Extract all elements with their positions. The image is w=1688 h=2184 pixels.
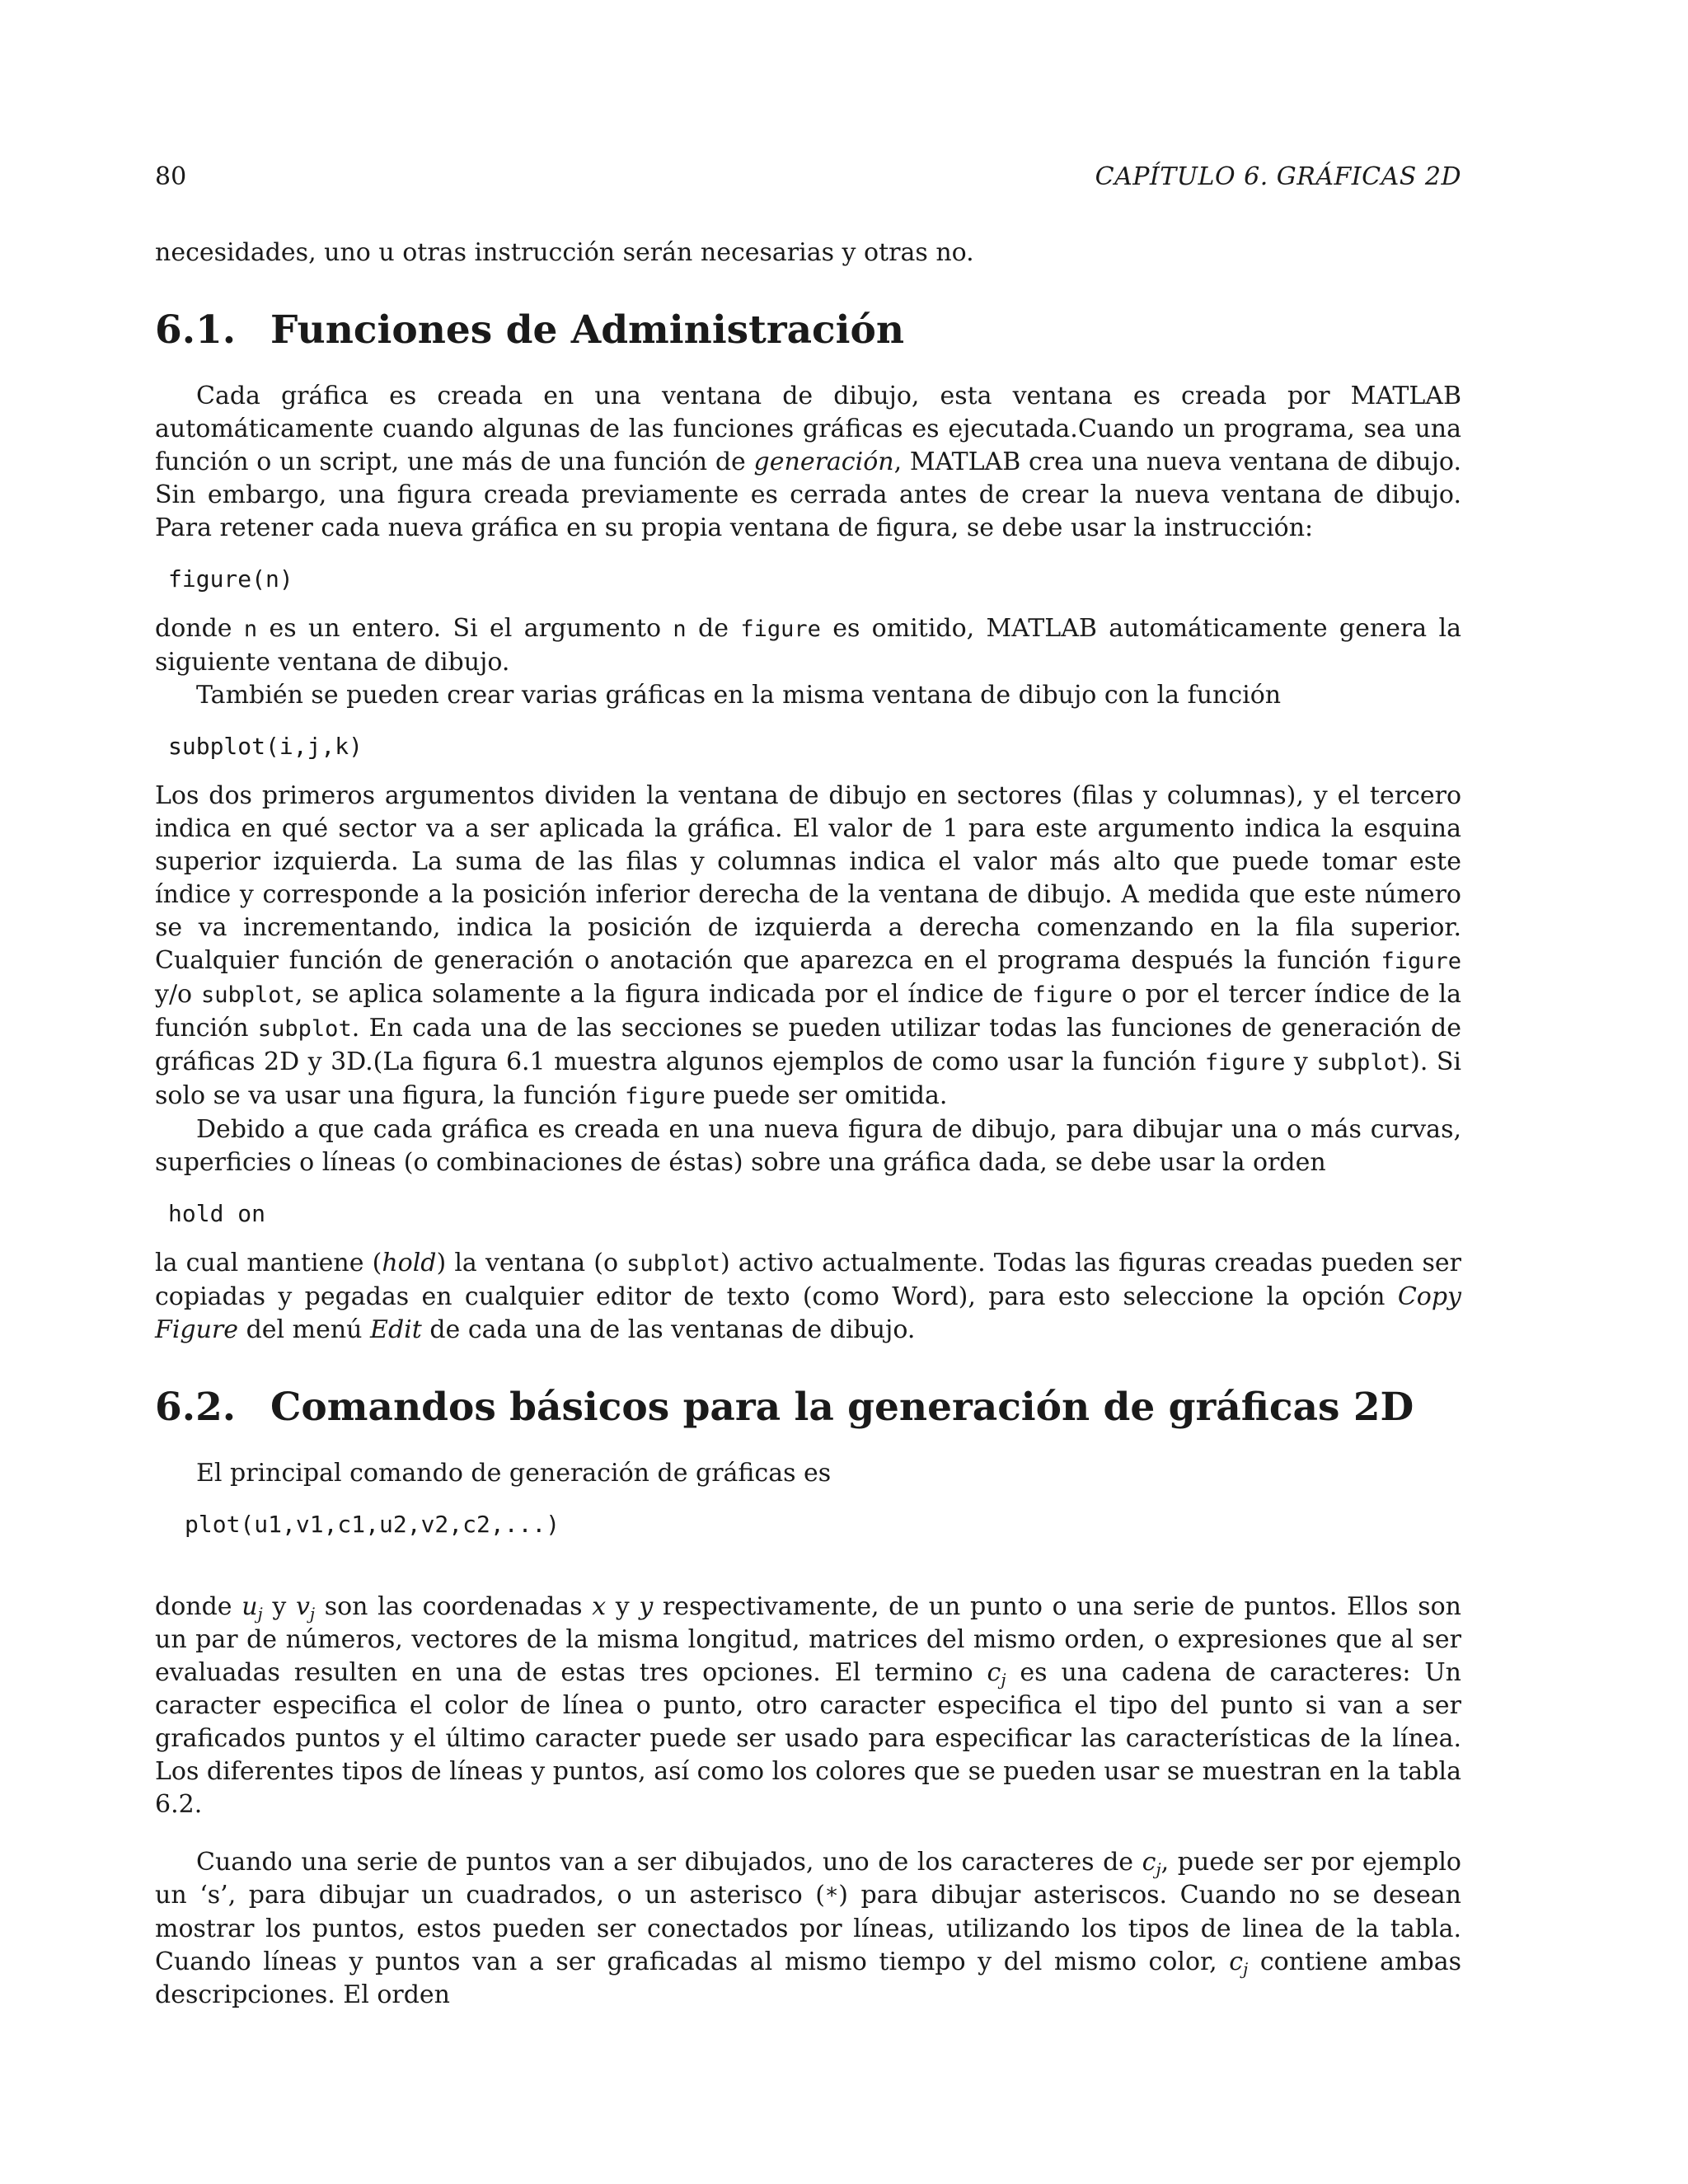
code-block: subplot(i,j,k) bbox=[168, 733, 363, 760]
paragraph-gap bbox=[155, 1821, 1461, 1846]
paragraph: donde $u_j$ y $v_j$ son las coordenadas x y y respectivamente, de un punto o una serie de puntos. Ellos son un par de números, vectores de la misma longitud, matrices del mismo orden, o expresiones que al ser evaluadas resulten en una de estas tres opciones. El termino $c_j$ es una cadena de caracteres: Un caracter especifica el color de línea o punto, otro caracter especifica el tipo del punto si van a ser graficados puntos y el último caracter puede ser usado para especificar las características de la línea. Los diferentes tipos de líneas y puntos, así como los colores que se pueden usar se muestran en la tabla 6.2. bbox=[155, 1592, 1461, 1819]
paragraph: Cada gráfica es creada en una ventana de dibujo, esta ventana es creada por MATLAB automáticamente cuando algunas de las funciones gráficas es ejecutada.Cuando un programa, sea una función o un script, une más de una función de generación, MATLAB crea una nueva ventana de dibujo. Sin embargo, una figura creada previamente es cerrada antes de crear la nueva ventana de dibujo. Para retener cada nueva gráfica en su propia ventana de figura, se debe usar la instrucción: bbox=[155, 382, 1461, 542]
section-heading-6-2 bbox=[155, 1385, 1461, 1431]
paragraph: Los dos primeros argumentos dividen la ventana de dibujo en sectores (filas y columnas), y el tercero indica en qué sector va a ser aplicada la gráfica. El valor de 1 para este argumento indica la esquina superior izquierda. La suma de las filas y columnas indica el valor más alto que puede tomar este índice y corresponde a la posición inferior derecha de la ventana de dibujo. A medida que este número se va incrementando, indica la posición de izquierda a derecha comenzando en la fila superior. Cualquier función de generación o anotación que aparezca en el programa después la función figure y/o subplot, se aplica solamente a la figura indicada por el índice de figure o por el tercer índice de la función subplot. En cada una de las secciones se pueden utilizar todas las funciones de generación de gráficas 2D y 3D.(La figura 6.1 muestra algunos ejemplos de como usar la función figure y subplot). Si solo se va usar una figura, la función figure puede ser omitida. bbox=[155, 781, 1462, 1110]
running-header bbox=[155, 161, 1461, 194]
section-number: 6.2. bbox=[155, 1385, 237, 1430]
paragraph: Debido a que cada gráfica es creada en una nueva figura de dibujo, para dibujar una o más curvas, superficies o líneas (o combinaciones de éstas) sobre una gráfica dada, se debe usar la orden bbox=[155, 1115, 1461, 1177]
paragraph: El principal comando de generación de gráficas es bbox=[196, 1459, 832, 1488]
section-title: Funciones de Administración bbox=[270, 307, 905, 353]
paragraph: También se pueden crear varias gráficas en la misma ventana de dibujo con la función bbox=[196, 681, 1282, 710]
paragraph: donde n es un entero. Si el argumento n de figure es omitido, MATLAB automáticamente genera la siguiente ventana de dibujo. bbox=[155, 614, 1461, 677]
page-number: 80 bbox=[155, 162, 187, 191]
paragraph: Cuando una serie de puntos van a ser dibujados, uno de los caracteres de $c_j$, puede ser por ejemplo un ‘s’, para dibujar un cuadrados, o un asterisco (*) para dibujar asteriscos. Cuando no se desean mostrar los puntos, estos pueden ser conectados por líneas, utilizando los tipos de linea de la tabla. Cuando líneas y puntos van a ser graficadas al mismo tiempo y del mismo color, $c_j$ contiene ambas descripciones. El orden bbox=[155, 1848, 1461, 2009]
intro-paragraph: necesidades, uno u otras instrucción serán necesarias y otras no. bbox=[155, 238, 974, 267]
code-block: plot(u1,v1,c1,u2,v2,c2,...) bbox=[185, 1511, 560, 1538]
section-title: Comandos básicos para la generación de gráficas 2D bbox=[270, 1385, 1414, 1430]
paragraph: la cual mantiene (hold) la ventana (o subplot) activo actualmente. Todas las figuras creadas pueden ser copiadas y pegadas en cualquier editor de texto (como Word), para esto seleccione la opción Copy Figure del menú Edit de cada una de las ventanas de dibujo. bbox=[155, 1249, 1461, 1344]
code-block: hold on bbox=[168, 1200, 266, 1227]
document-page bbox=[155, 161, 1461, 2012]
code-block: figure(n) bbox=[168, 565, 293, 593]
chapter-title: CAPÍTULO 6. GRÁFICAS 2D bbox=[1095, 162, 1461, 191]
section-number: 6.1. bbox=[155, 307, 237, 353]
section-heading-6-1 bbox=[155, 307, 1461, 354]
